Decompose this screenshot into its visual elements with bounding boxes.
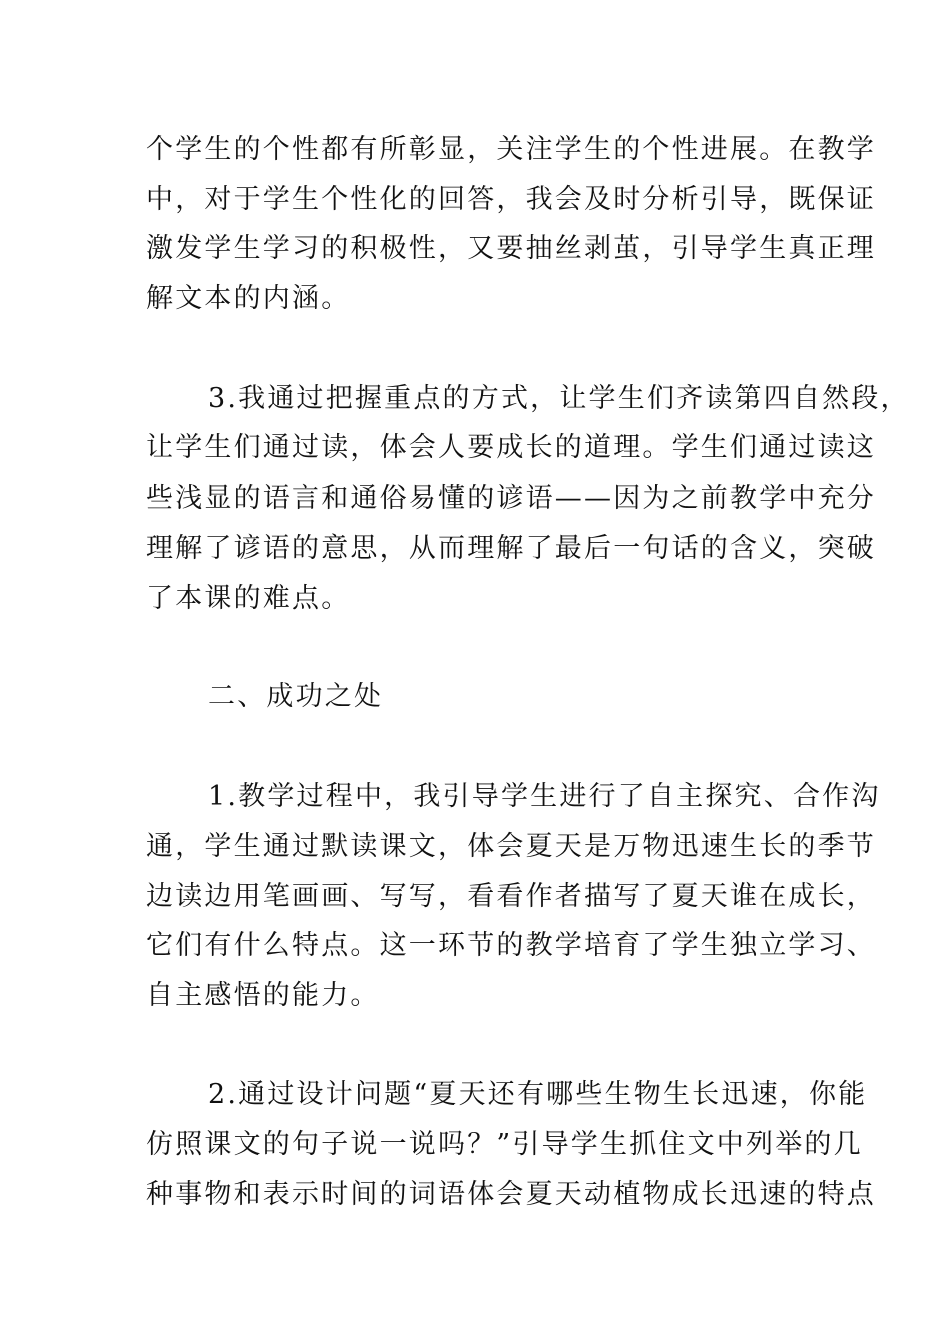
paragraph-line: 解文本的内涵。	[146, 283, 351, 314]
paragraph-line: 让学生们通过读，体会人要成长的道理。学生们通过读这	[146, 432, 876, 463]
paragraph-line: 它们有什么特点。这一环节的教学培育了学生独立学习、	[146, 930, 876, 961]
paragraph-line: 1.教学过程中，我引导学生进行了自主探究、合作沟	[208, 781, 881, 812]
paragraph-line: 中，对于学生个性化的回答，我会及时分析引导，既保证	[146, 184, 876, 215]
paragraph-line: 激发学生学习的积极性，又要抽丝剥茧，引导学生真正理	[146, 233, 876, 264]
paragraph-line: 个学生的个性都有所彰显，关注学生的个性进展。在教学	[146, 134, 876, 165]
paragraph-line: 2.通过设计问题“夏天还有哪些生物生长迅速，你能	[208, 1079, 868, 1110]
section-heading: 二、成功之处	[208, 681, 384, 712]
paragraph-line: 通，学生通过默读课文，体会夏天是万物迅速生长的季节	[146, 831, 876, 862]
paragraph-line: 仿照课文的句子说一说吗？”引导学生抓住文中列举的几	[146, 1129, 863, 1160]
paragraph-line: 自主感悟的能力。	[146, 980, 380, 1011]
paragraph-line: 理解了谚语的意思，从而理解了最后一句话的含义，突破	[146, 533, 876, 564]
paragraph-line: 了本课的难点。	[146, 583, 351, 614]
paragraph-line: 些浅显的语言和通俗易懂的谚语——因为之前教学中充分	[146, 483, 876, 514]
paragraph-line: 种事物和表示时间的词语体会夏天动植物成长迅速的特点	[146, 1179, 876, 1210]
paragraph-line: 边读边用笔画画、写写，看看作者描写了夏天谁在成长，	[146, 881, 876, 912]
paragraph-line: 3.我通过把握重点的方式，让学生们齐读第四自然段，	[208, 383, 910, 414]
